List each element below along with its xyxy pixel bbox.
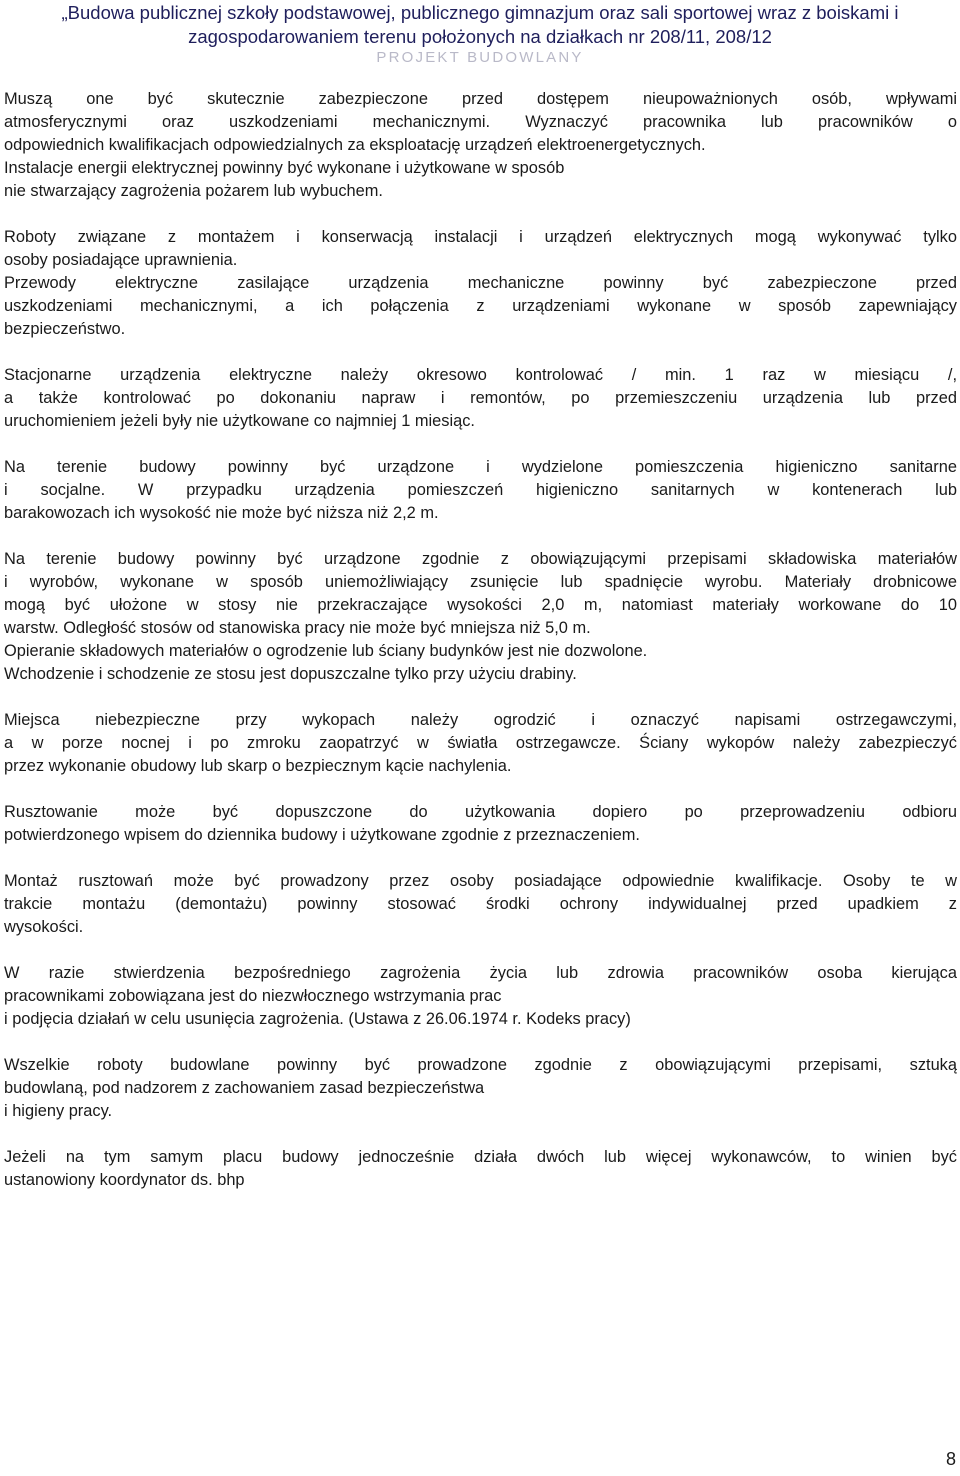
paragraph-gap [4,847,957,870]
paragraph [4,801,957,847]
page-header [0,0,960,68]
text-line: i podjęcia działań w celu usunięcia zagrożenia. (Ustawa z 26.06.1974 r. Kodeks pracy) [4,1010,631,1028]
text-line: Instalacje energii elektrycznej powinny być wykonane i użytkowane w sposób [4,159,565,177]
paragraph-gap [4,939,957,962]
paragraph [4,962,957,1031]
paragraph [4,1054,957,1123]
paragraph-gap [4,433,957,456]
header-project-label: PROJEKT BUDOWLANY [376,49,584,66]
text-line: warstw. Odległość stosów od stanowiska pracy nie może być mniejsza niż 5,0 m. [4,619,591,637]
text-line: Wchodzenie i schodzenie ze stosu jest dopuszczalne tylko przy użyciu drabiny. [4,665,577,683]
paragraph [4,548,957,686]
text-line: Muszą one być skutecznie zabezpieczone przed dostępem nieupoważnionych osób, wpływami [4,90,957,108]
paragraph-gap [4,1031,957,1054]
header-title-line-2: zagospodarowaniem terenu położonych na działkach nr 208/11, 208/12 [188,26,772,47]
paragraph [4,870,957,939]
text-line: Na terenie budowy powinny być urządzone i wydzielone pomieszczenia higieniczno sanitarne [4,458,957,476]
text-line: potwierdzonego wpisem do dziennika budowy i użytkowane zgodnie z przeznaczeniem. [4,826,640,844]
text-line: a także kontrolować po dokonaniu napraw i remontów, po przemieszczeniu urządzenia lub przed [4,389,957,407]
text-line: a w porze nocnej i po zmroku zaopatrzyć w światła ostrzegawcze. Ściany wykopów należy zabezpieczyć [4,734,957,752]
text-line: Przewody elektryczne zasilające urządzenia mechaniczne powinny być zabezpieczone przed [4,274,957,292]
text-line: osoby posiadające uprawnienia. [4,251,238,269]
text-line: i higieny pracy. [4,1102,113,1120]
paragraph-gap [4,686,957,709]
paragraph [4,1146,957,1192]
paragraph-gap [4,341,957,364]
text-line: Miejsca niebezpieczne przy wykopach należy ogrodzić i oznaczyć napisami ostrzegawczymi, [4,711,957,729]
text-line: nie stwarzający zagrożenia pożarem lub wybuchem. [4,182,383,200]
text-line: ustanowiony koordynator ds. bhp [4,1171,245,1189]
paragraph [4,88,957,203]
text-line: Stacjonarne urządzenia elektryczne należy okresowo kontrolować / min. 1 raz w miesiącu /, [4,366,957,384]
paragraph [4,364,957,433]
document-body [4,88,957,1192]
page-number: 8 [945,1449,956,1469]
text-line: i socjalne. W przypadku urządzenia pomieszczeń higieniczno sanitarnych w kontenerach lub [4,481,957,499]
text-line: Roboty związane z montażem i konserwacją instalacji i urządzeń elektrycznych mogą wykonywać tylko [4,228,957,246]
paragraph-gap [4,778,957,801]
paragraph [4,226,957,341]
text-line: pracownikami zobowiązana jest do niezwłocznego wstrzymania prac [4,987,502,1005]
text-line: Montaż rusztowań może być prowadzony przez osoby posiadające odpowiednie kwalifikacje. Osoby te w [4,872,957,890]
text-line: Wszelkie roboty budowlane powinny być prowadzone zgodnie z obowiązującymi przepisami, sztuką [4,1056,957,1074]
text-line: przez wykonanie obudowy lub skarp o bezpiecznym kącie nachylenia. [4,757,512,775]
text-line: W razie stwierdzenia bezpośredniego zagrożenia życia lub zdrowia pracowników osoba kierująca [4,964,957,982]
paragraph-gap [4,1123,957,1146]
text-line: Rusztowanie może być dopuszczone do użytkowania dopiero po przeprowadzeniu odbioru [4,803,957,821]
text-line: trakcie montażu (demontażu) powinny stosować środki ochrony indywidualnej przed upadkiem z [4,895,957,913]
text-line: i wyrobów, wykonane w sposób uniemożliwiający zsunięcie lub spadnięcie wyrobu. Materiały drobnicowe [4,573,957,591]
text-line: Jeżeli na tym samym placu budowy jednocześnie działa dwóch lub więcej wykonawców, to winien być [4,1148,957,1166]
text-line: Opieranie składowych materiałów o ogrodzenie lub ściany budynków jest nie dozwolone. [4,642,648,660]
text-line: mogą być ułożone w stosy nie przekraczające wysokości 2,0 m, natomiast materiały workowane do 10 [4,596,957,614]
text-line: uszkodzeniami mechanicznymi, a ich połączenia z urządzeniami wykonane w sposób zapewniający [4,297,957,315]
paragraph-gap [4,203,957,226]
text-line: wysokości. [4,918,84,936]
paragraph-gap [4,525,957,548]
text-line: Na terenie budowy powinny być urządzone zgodnie z obowiązującymi przepisami składowiska materiałów [4,550,957,568]
text-line: bezpieczeństwo. [4,320,126,338]
text-line: atmosferycznymi oraz uszkodzeniami mechanicznymi. Wyznaczyć pracownika lub pracowników o [4,113,957,131]
paragraph [4,456,957,525]
text-line: uruchomieniem jeżeli były nie użytkowane co najmniej 1 miesiąc. [4,412,475,430]
header-title-line-1: „Budowa publicznej szkoły podstawowej, publicznego gimnazjum oraz sali sportowej wraz z boiskami i [61,2,899,23]
text-line: barakowozach ich wysokość nie może być niższa niż 2,2 m. [4,504,439,522]
paragraph [4,709,957,778]
text-line: odpowiednich kwalifikacjach odpowiedzialnych za eksploatację urządzeń elektroenergetycznych. [4,136,706,154]
text-line: budowlaną, pod nadzorem z zachowaniem zasad bezpieczeństwa [4,1079,485,1097]
